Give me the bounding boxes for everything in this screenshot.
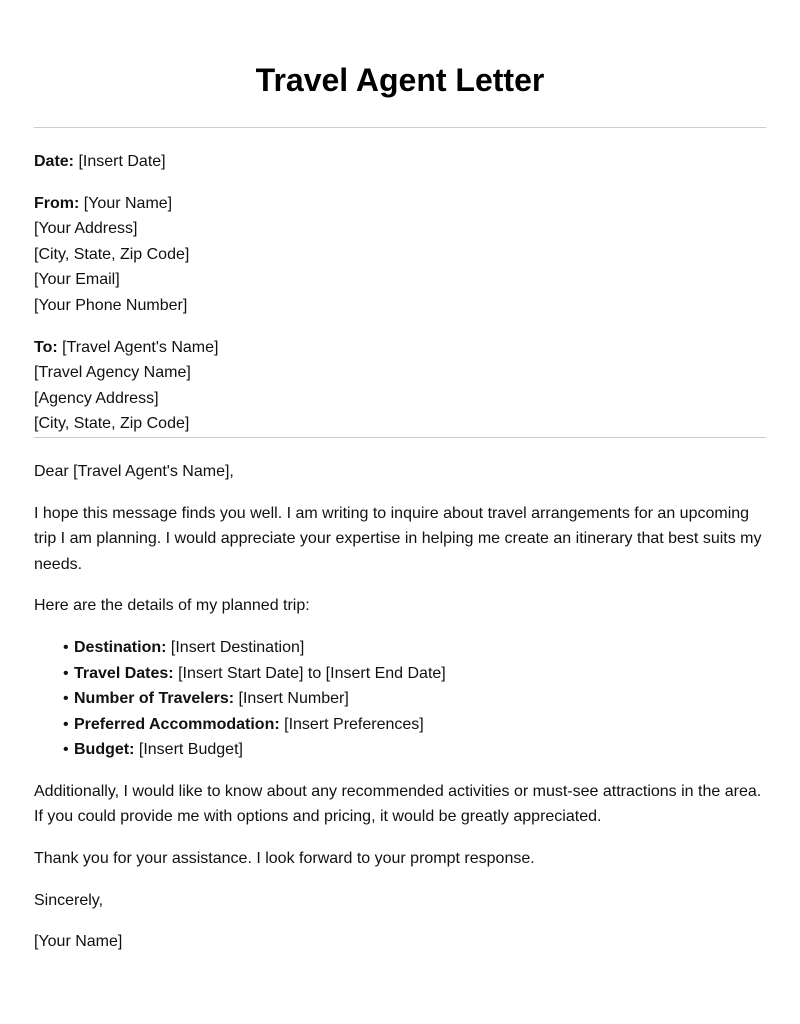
closing: Sincerely, — [34, 891, 104, 909]
detail-value: [Insert Number] — [238, 690, 349, 708]
detail-label: Preferred Accommodation: — [74, 715, 280, 733]
from-name-line — [34, 191, 766, 217]
date-label: Date: — [34, 153, 75, 170]
from-city: [City, State, Zip Code] — [34, 245, 190, 263]
to-label: To: — [34, 338, 58, 356]
detail-label: Budget: — [74, 741, 135, 759]
salutation: Dear [Travel Agent's Name], — [34, 462, 234, 480]
date-line — [34, 149, 766, 175]
trip-details-list — [34, 635, 766, 763]
from-label: From: — [34, 194, 80, 212]
bullet-icon: • — [63, 741, 69, 759]
intro-paragraph: I hope this message finds you well. I am writing to inquire about travel arrangements for an upcoming trip I am planning. I would appreciate your expertise in helping me create an itinerary that best suits my needs. — [34, 504, 762, 573]
details-intro: Here are the details of my planned trip: — [34, 597, 310, 615]
signature: [Your Name] — [34, 933, 123, 951]
top-divider — [34, 127, 766, 128]
to-name-line — [34, 335, 766, 361]
detail-value: [Insert Budget] — [138, 741, 243, 759]
list-item — [63, 635, 766, 661]
detail-label: Destination: — [74, 638, 167, 656]
detail-value: [Insert Preferences] — [284, 715, 424, 733]
detail-label: Number of Travelers: — [74, 690, 235, 708]
bullet-icon: • — [63, 664, 69, 682]
body-divider — [34, 437, 766, 438]
to-agency: [Travel Agency Name] — [34, 364, 191, 382]
additional-paragraph: Additionally, I would like to know about any recommended activities or must-see attractions in the area. If you could provide me with options and pricing, it would be greatly appreciated. — [34, 782, 762, 826]
from-email: [Your Email] — [34, 271, 120, 289]
from-address: [Your Address] — [34, 220, 138, 238]
date-block — [34, 149, 766, 175]
list-item — [63, 737, 766, 763]
date-value: [Insert Date] — [78, 153, 166, 170]
bullet-icon: • — [63, 715, 69, 733]
list-item — [63, 712, 766, 738]
thanks-paragraph: Thank you for your assistance. I look forward to your prompt response. — [34, 850, 535, 868]
from-block — [34, 191, 766, 319]
bullet-icon: • — [63, 638, 69, 656]
to-block — [34, 335, 766, 437]
detail-value: [Insert Start Date] to [Insert End Date] — [178, 664, 446, 682]
detail-value: [Insert Destination] — [170, 638, 305, 656]
bullet-icon: • — [63, 690, 69, 708]
letter-page — [34, 0, 766, 955]
page-title: Travel Agent Letter — [255, 62, 545, 98]
to-address: [Agency Address] — [34, 389, 159, 407]
detail-label: Travel Dates: — [74, 664, 174, 682]
from-phone: [Your Phone Number] — [34, 296, 188, 314]
list-item — [63, 686, 766, 712]
to-name: [Travel Agent's Name] — [62, 338, 219, 356]
from-name: [Your Name] — [83, 194, 173, 212]
list-item — [63, 661, 766, 687]
to-city: [City, State, Zip Code] — [34, 415, 190, 433]
